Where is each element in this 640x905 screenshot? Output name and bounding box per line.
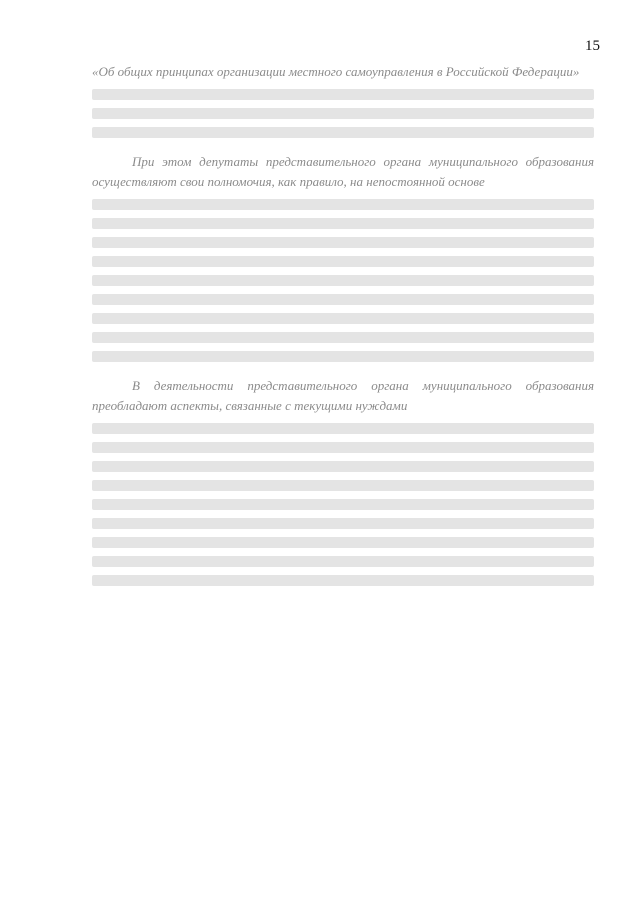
- page-number: 15: [585, 38, 600, 54]
- text-line-placeholder: [92, 89, 594, 100]
- text-body: [92, 62, 594, 600]
- text-line-placeholder: [92, 294, 594, 305]
- text-line-placeholder: [92, 218, 594, 229]
- text-line-placeholder: [92, 256, 594, 267]
- text-line-placeholder: [92, 461, 594, 472]
- paragraph-excerpt: «Об общих принципах организации местного самоуправления в Российской Федерации»: [92, 64, 580, 79]
- paragraph-excerpt: При этом депутаты представительного органа муниципального образования осуществляют свои полномочия, как правило, на непостоянной основе: [92, 154, 594, 189]
- text-line-placeholder: [92, 556, 594, 567]
- text-line-placeholder: [92, 499, 594, 510]
- text-line-placeholder: [92, 275, 594, 286]
- text-line-placeholder: [92, 351, 594, 362]
- text-line-placeholder: [92, 237, 594, 248]
- text-line-placeholder: [92, 313, 594, 324]
- paragraph-1: [92, 62, 594, 138]
- paragraph-3: [92, 376, 594, 586]
- text-line-placeholder: [92, 575, 594, 586]
- text-line-placeholder: [92, 127, 594, 138]
- text-line-placeholder: [92, 423, 594, 434]
- paragraph-excerpt: В деятельности представительного органа муниципального образования преобладают аспекты, связанные с текущими нуждами: [92, 378, 594, 413]
- text-line-placeholder: [92, 442, 594, 453]
- text-line-placeholder: [92, 199, 594, 210]
- text-line-placeholder: [92, 108, 594, 119]
- text-line-placeholder: [92, 480, 594, 491]
- text-line-placeholder: [92, 537, 594, 548]
- text-line-placeholder: [92, 518, 594, 529]
- paragraph-2: [92, 152, 594, 362]
- text-line-placeholder: [92, 332, 594, 343]
